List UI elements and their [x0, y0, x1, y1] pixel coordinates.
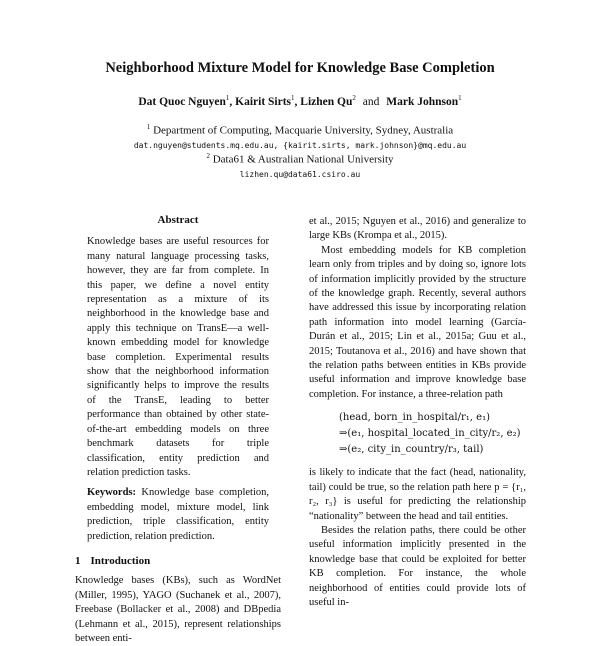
equation-line: ⇒(e₁, hospital_located_in_city/r₂, e₂)	[339, 428, 521, 440]
affiliation-mark: 2	[206, 152, 210, 160]
author-affiliation-mark: 1	[458, 94, 462, 102]
paper-title: Neighborhood Mixture Model for Knowledge Base Completion	[105, 60, 495, 76]
equation-line: (head, born_in_hospital/r₁, e₁)	[339, 412, 490, 424]
left-column	[75, 213, 281, 646]
body-paragraph: et al., 2015; Nguyen et al., 2016) and generalize to large KBs (Krompa et al., 2015).	[309, 216, 526, 242]
affiliation-text: Department of Computing, Macquarie University, Sydney, Australia	[153, 124, 454, 137]
affiliation	[0, 123, 600, 137]
email-line: lizhen.qu@data61.csiro.au	[239, 170, 361, 179]
relation-path-equation	[339, 410, 526, 458]
intro-paragraph: Knowledge bases (KBs), such as WordNet (Miller, 1995), YAGO (Suchanek et al., 2007), Freebase (Bollacker et al., 2008) and DBpedia (Lehmann et al., 2015), represent relationships between enti-	[75, 575, 281, 644]
author-name: Mark Johnson	[386, 95, 459, 108]
section-heading	[75, 554, 281, 568]
author-name: Lizhen Qu	[300, 95, 353, 108]
section-title: Introduction	[90, 554, 151, 567]
email-line: dat.nguyen@students.mq.edu.au, {kairit.sirts, mark.johnson}@mq.edu.au	[133, 141, 467, 150]
author-conjunction: and	[362, 95, 380, 108]
affiliation-mark: 1	[146, 123, 151, 131]
keywords-text: Knowledge base completion, embedding model, mixture model, link prediction, triple classification, entity prediction, relation prediction.	[87, 487, 269, 542]
author-affiliation-mark: 1	[225, 94, 230, 102]
equation-line: ⇒(e₂, city_in_country/r₃, tail)	[339, 444, 484, 456]
author-affiliation-mark: 1	[291, 94, 295, 102]
author-name: Dat Quoc Nguyen	[138, 95, 226, 108]
author-list: Dat Quoc Nguyen$^1$, Kairit Sirts$^1$, Lizhen Qu$^2$ and Mark Johnson$^1$	[138, 94, 462, 108]
author-name: Kairit Sirts	[235, 95, 292, 108]
right-column	[309, 215, 526, 610]
body-paragraph: is likely to indicate that the fact (head, nationality, tail) could be true, so the relation path here p = {r₁, r₂, r₃} is useful for predicting the relationship “nationality” between the head and tail entities.	[309, 467, 526, 522]
abstract-body: Knowledge bases are useful resources for many natural language processing tasks, however, they are far from complete. In this paper, we define a novel entity representation as a mixture of its neighborhood in the knowledge base and apply this technique on TransE—a well-known embedding model for knowledge base completion. Experimental results show that the neighborhood information significantly helps to improve the results of the TransE, leading to better performance than obtained by other state-of-the-art embedding models on three benchmark datasets for triple classification, entity prediction and relation prediction tasks.	[87, 236, 269, 478]
affiliation-text: Data61 & Australian National University	[212, 153, 394, 166]
body-paragraph: Most embedding models for KB completion learn only from triples and by doing so, ignore lots of information implicitly provided by the structure of the knowledge graph. Recently, several authors have addressed this issue by incorporating relation path information into model learning (García-Durán et al., 2015; Lin et al., 2015a; Guu et al., 2015; Toutanova et al., 2016) and have shown that the relation paths between entities in KBs provide useful information and improve knowledge base completion. For instance, a three-relation path	[309, 244, 526, 400]
abstract-heading: Abstract	[157, 214, 199, 226]
body-paragraph: Besides the relation paths, there could be other useful information implicitly presented in the knowledge base that could be exploited for better KB completion. For instance, the whole neighborhood of entities could provide lots of useful in-	[309, 524, 526, 608]
keywords	[87, 486, 269, 544]
affiliation	[0, 152, 600, 166]
section-number: 1	[75, 554, 81, 567]
keywords-label: Keywords:	[87, 487, 136, 499]
author-affiliation-mark: 2	[352, 94, 356, 102]
